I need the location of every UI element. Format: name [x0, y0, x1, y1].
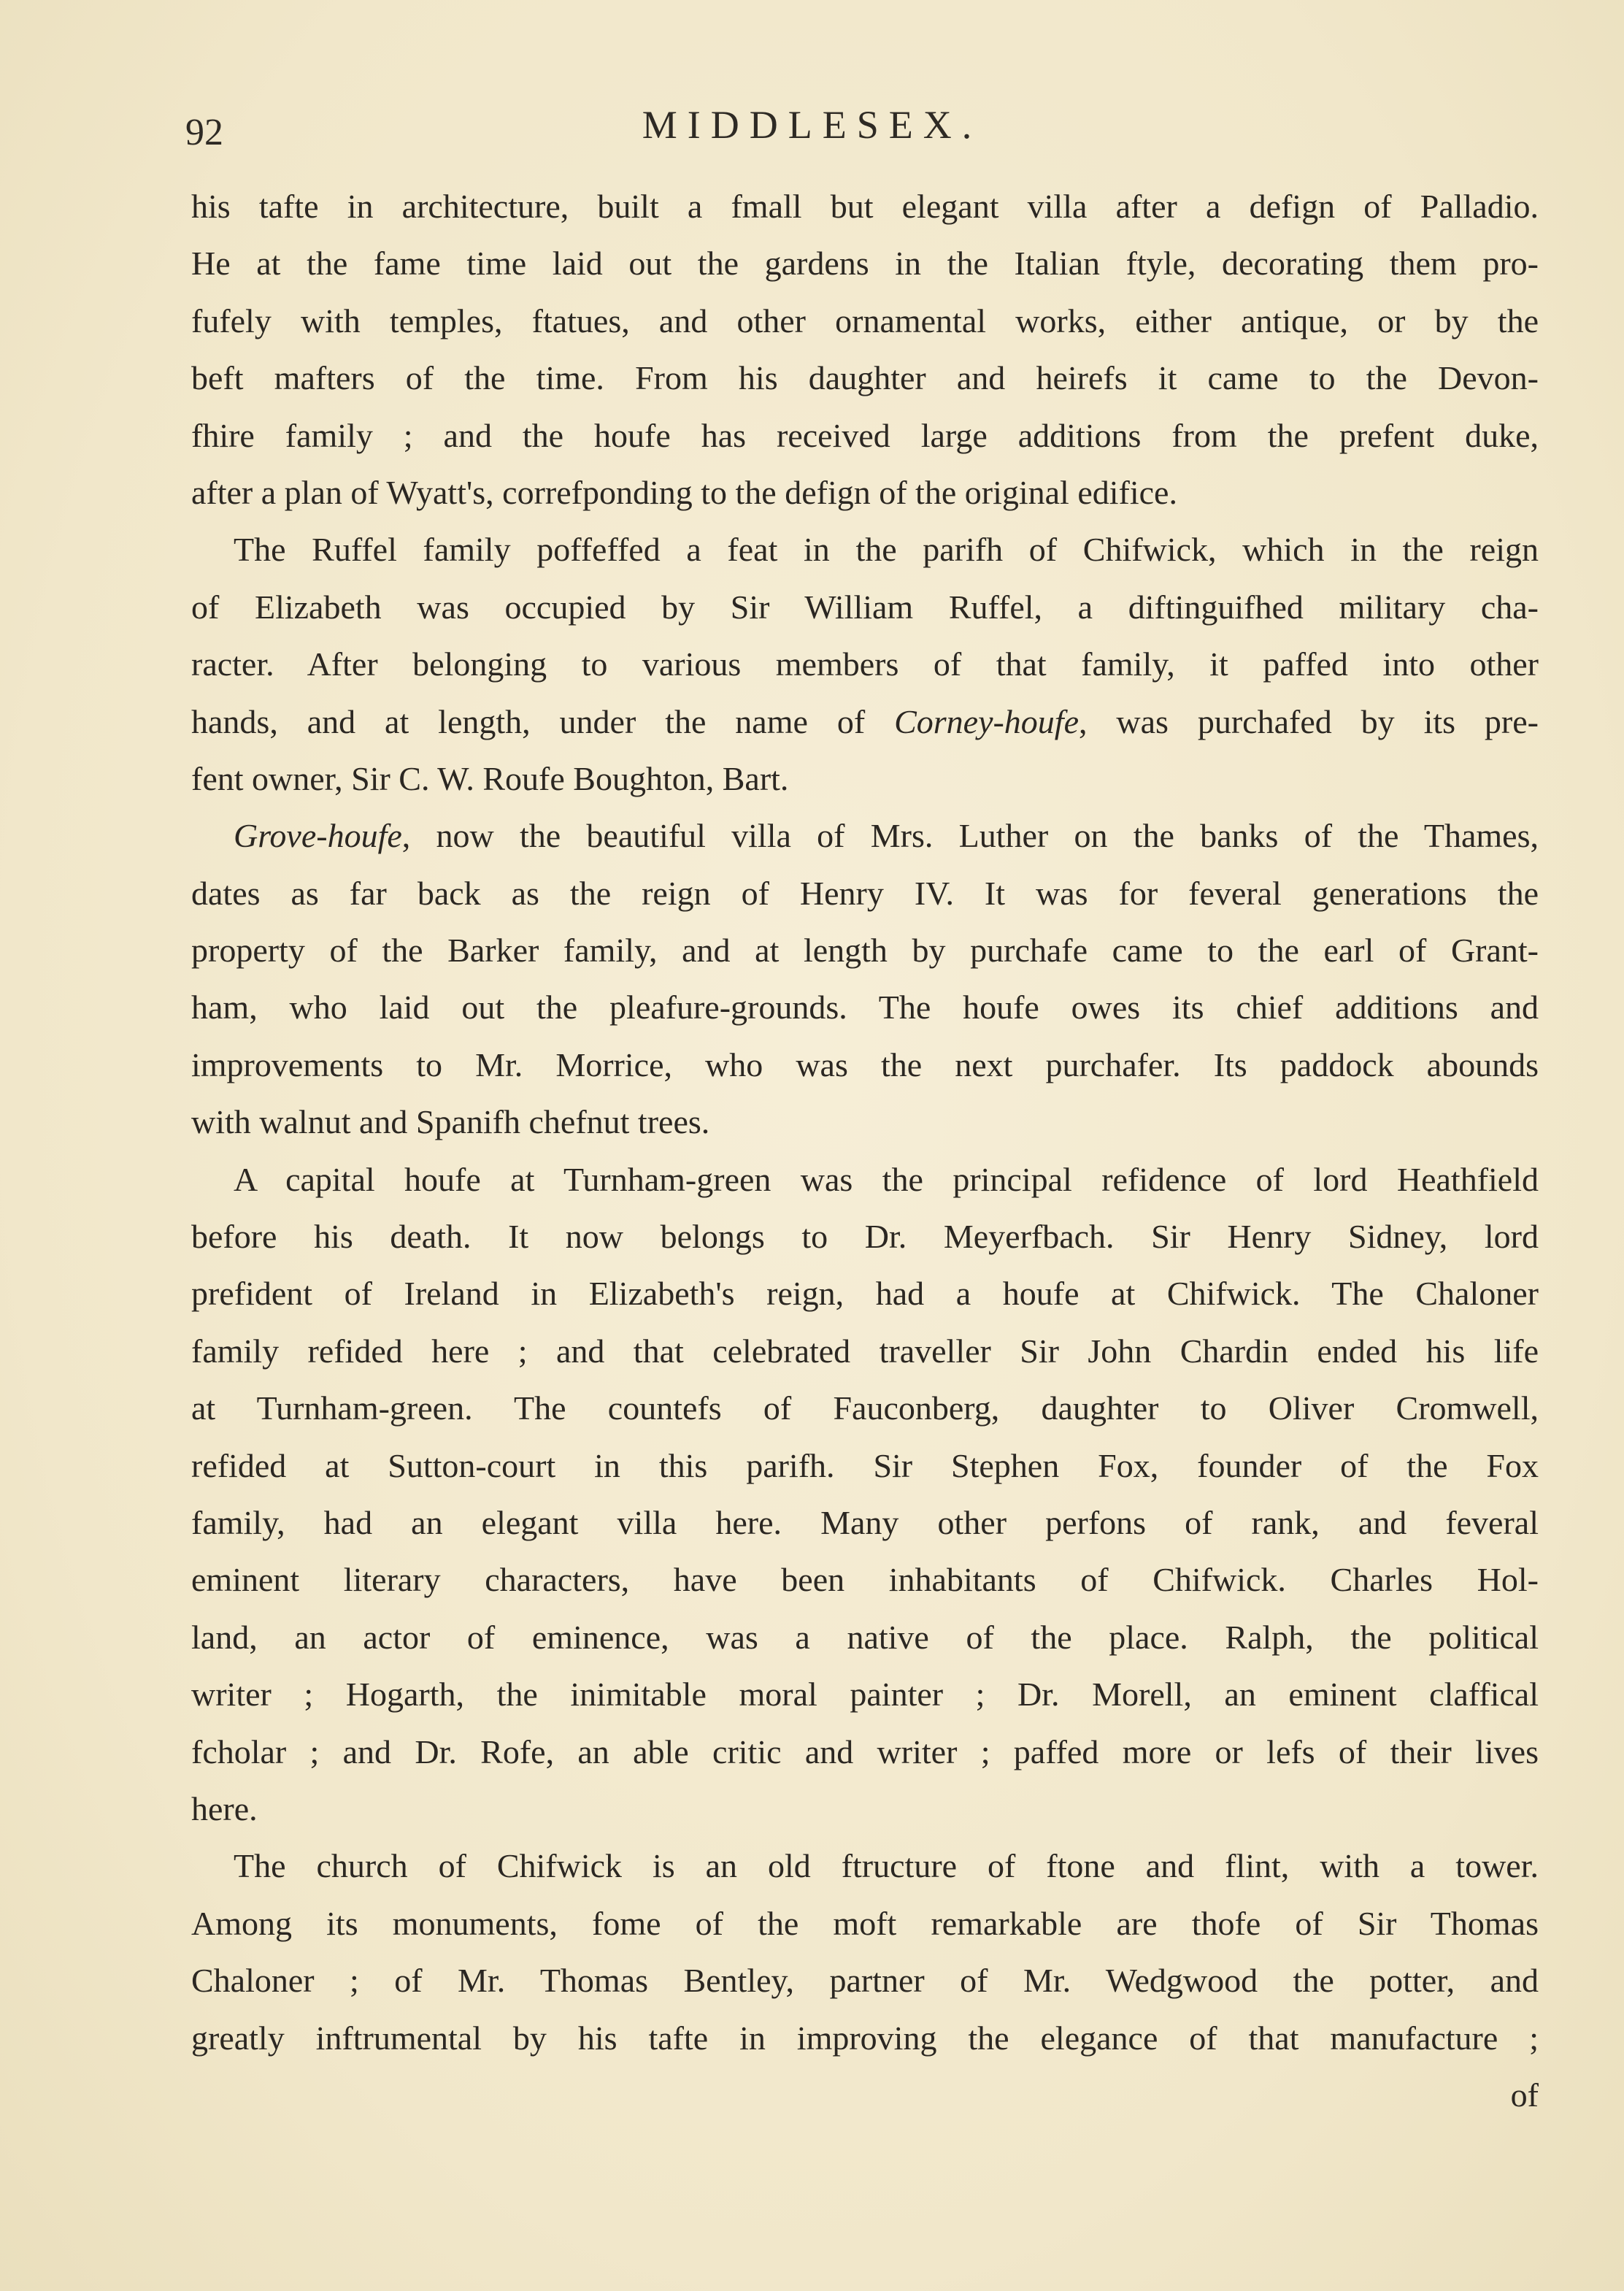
page-header	[0, 102, 1624, 168]
text-line: A capital houfe at Turnham-green was the principal refidence of lord Heathfield	[234, 1160, 1539, 1198]
page-number: 92	[185, 112, 223, 153]
text-line: family refided here ; and that celebrated traveller Sir John Chardin ended his life	[191, 1332, 1539, 1370]
text-fragment: , now the beautiful villa of Mrs. Luther on the banks of the Thames,	[401, 817, 1539, 855]
text-line: here.	[191, 1789, 258, 1827]
text-line: eminent literary characters, have been inhabitants of Chifwick. Charles Hol-	[191, 1561, 1539, 1599]
text-line: fufely with temples, ftatues, and other ornamental works, either antique, or by the	[191, 302, 1539, 339]
text-line-mixed	[191, 807, 1539, 864]
text-line: with walnut and Spanifh chefnut trees.	[191, 1103, 710, 1141]
text-line: fent owner, Sir C. W. Roufe Boughton, Bart.	[191, 759, 789, 797]
text-line: He at the fame time laid out the gardens in the Italian ftyle, decorating them pro-	[191, 245, 1539, 283]
text-line: of Elizabeth was occupied by Sir William Ruffel, a diftinguifhed military cha-	[191, 588, 1539, 626]
text-line: refided at Sutton-court in this parifh. Sir Stephen Fox, founder of the Fox	[191, 1446, 1539, 1484]
text-line: writer ; Hogarth, the inimitable moral painter ; Dr. Morell, an eminent claffical	[191, 1676, 1539, 1714]
text-fragment: , was purchafed by its pre-	[1079, 702, 1539, 740]
text-line: at Turnham-green. The countefs of Fauconberg, daughter to Oliver Cromwell,	[191, 1389, 1539, 1427]
text-line: before his death. It now belongs to Dr. Meyerfbach. Sir Henry Sidney, lord	[191, 1218, 1539, 1256]
text-line: Among its monuments, fome of the moft remarkable are thofe of Sir Thomas	[191, 1904, 1539, 1942]
text-line: Chaloner ; of Mr. Thomas Bentley, partner of Mr. Wedgwood the potter, and	[191, 1962, 1539, 2000]
text-line: family, had an elegant villa here. Many other perfons of rank, and feveral	[191, 1503, 1539, 1541]
text-line: property of the Barker family, and at length by purchafe came to the earl of Grant-	[191, 932, 1539, 970]
text-line: his tafte in architecture, built a fmall but elegant villa after a defign of Palladio.	[191, 188, 1539, 225]
text-line: The church of Chifwick is an old ftructure of ftone and flint, with a tower.	[234, 1847, 1539, 1885]
text-line: beft mafters of the time. From his daughter and heirefs it came to the Devon-	[191, 359, 1539, 397]
text-line: fcholar ; and Dr. Rofe, an able critic and writer ; paffed more or lefs of their lives	[191, 1732, 1539, 1770]
catchword: of	[1510, 2076, 1539, 2114]
italic-house-name: Grove-houfe	[234, 817, 402, 855]
text-fragment: hands, and at length, under the name of	[191, 702, 895, 740]
text-line: dates as far back as the reign of Henry IV. It was for feveral generations the	[191, 874, 1539, 912]
running-head: MIDDLESEX.	[642, 103, 982, 147]
text-line: greatly inftrumental by his tafte in improving the elegance of that manufacture ;	[191, 2019, 1539, 2057]
text-line: ham, who laid out the pleafure-grounds. The houfe owes its chief additions and	[191, 989, 1539, 1026]
italic-house-name: Corney-houfe	[894, 702, 1079, 740]
body-text	[191, 178, 1539, 2124]
text-line: fhire family ; and the houfe has received large additions from the prefent duke,	[191, 416, 1539, 454]
text-line: The Ruffel family poffeffed a feat in the parifh of Chifwick, which in the reign	[234, 531, 1539, 569]
text-line: racter. After belonging to various members of that family, it paffed into other	[191, 645, 1539, 683]
text-line: improvements to Mr. Morrice, who was the next purchafer. Its paddock abounds	[191, 1045, 1539, 1083]
text-line-mixed	[191, 694, 1539, 751]
text-line: after a plan of Wyatt's, correfponding to the defign of the original edifice.	[191, 473, 1177, 511]
text-line: land, an actor of eminence, was a native of the place. Ralph, the political	[191, 1618, 1539, 1656]
text-line: prefident of Ireland in Elizabeth's reign, had a houfe at Chifwick. The Chaloner	[191, 1275, 1539, 1313]
